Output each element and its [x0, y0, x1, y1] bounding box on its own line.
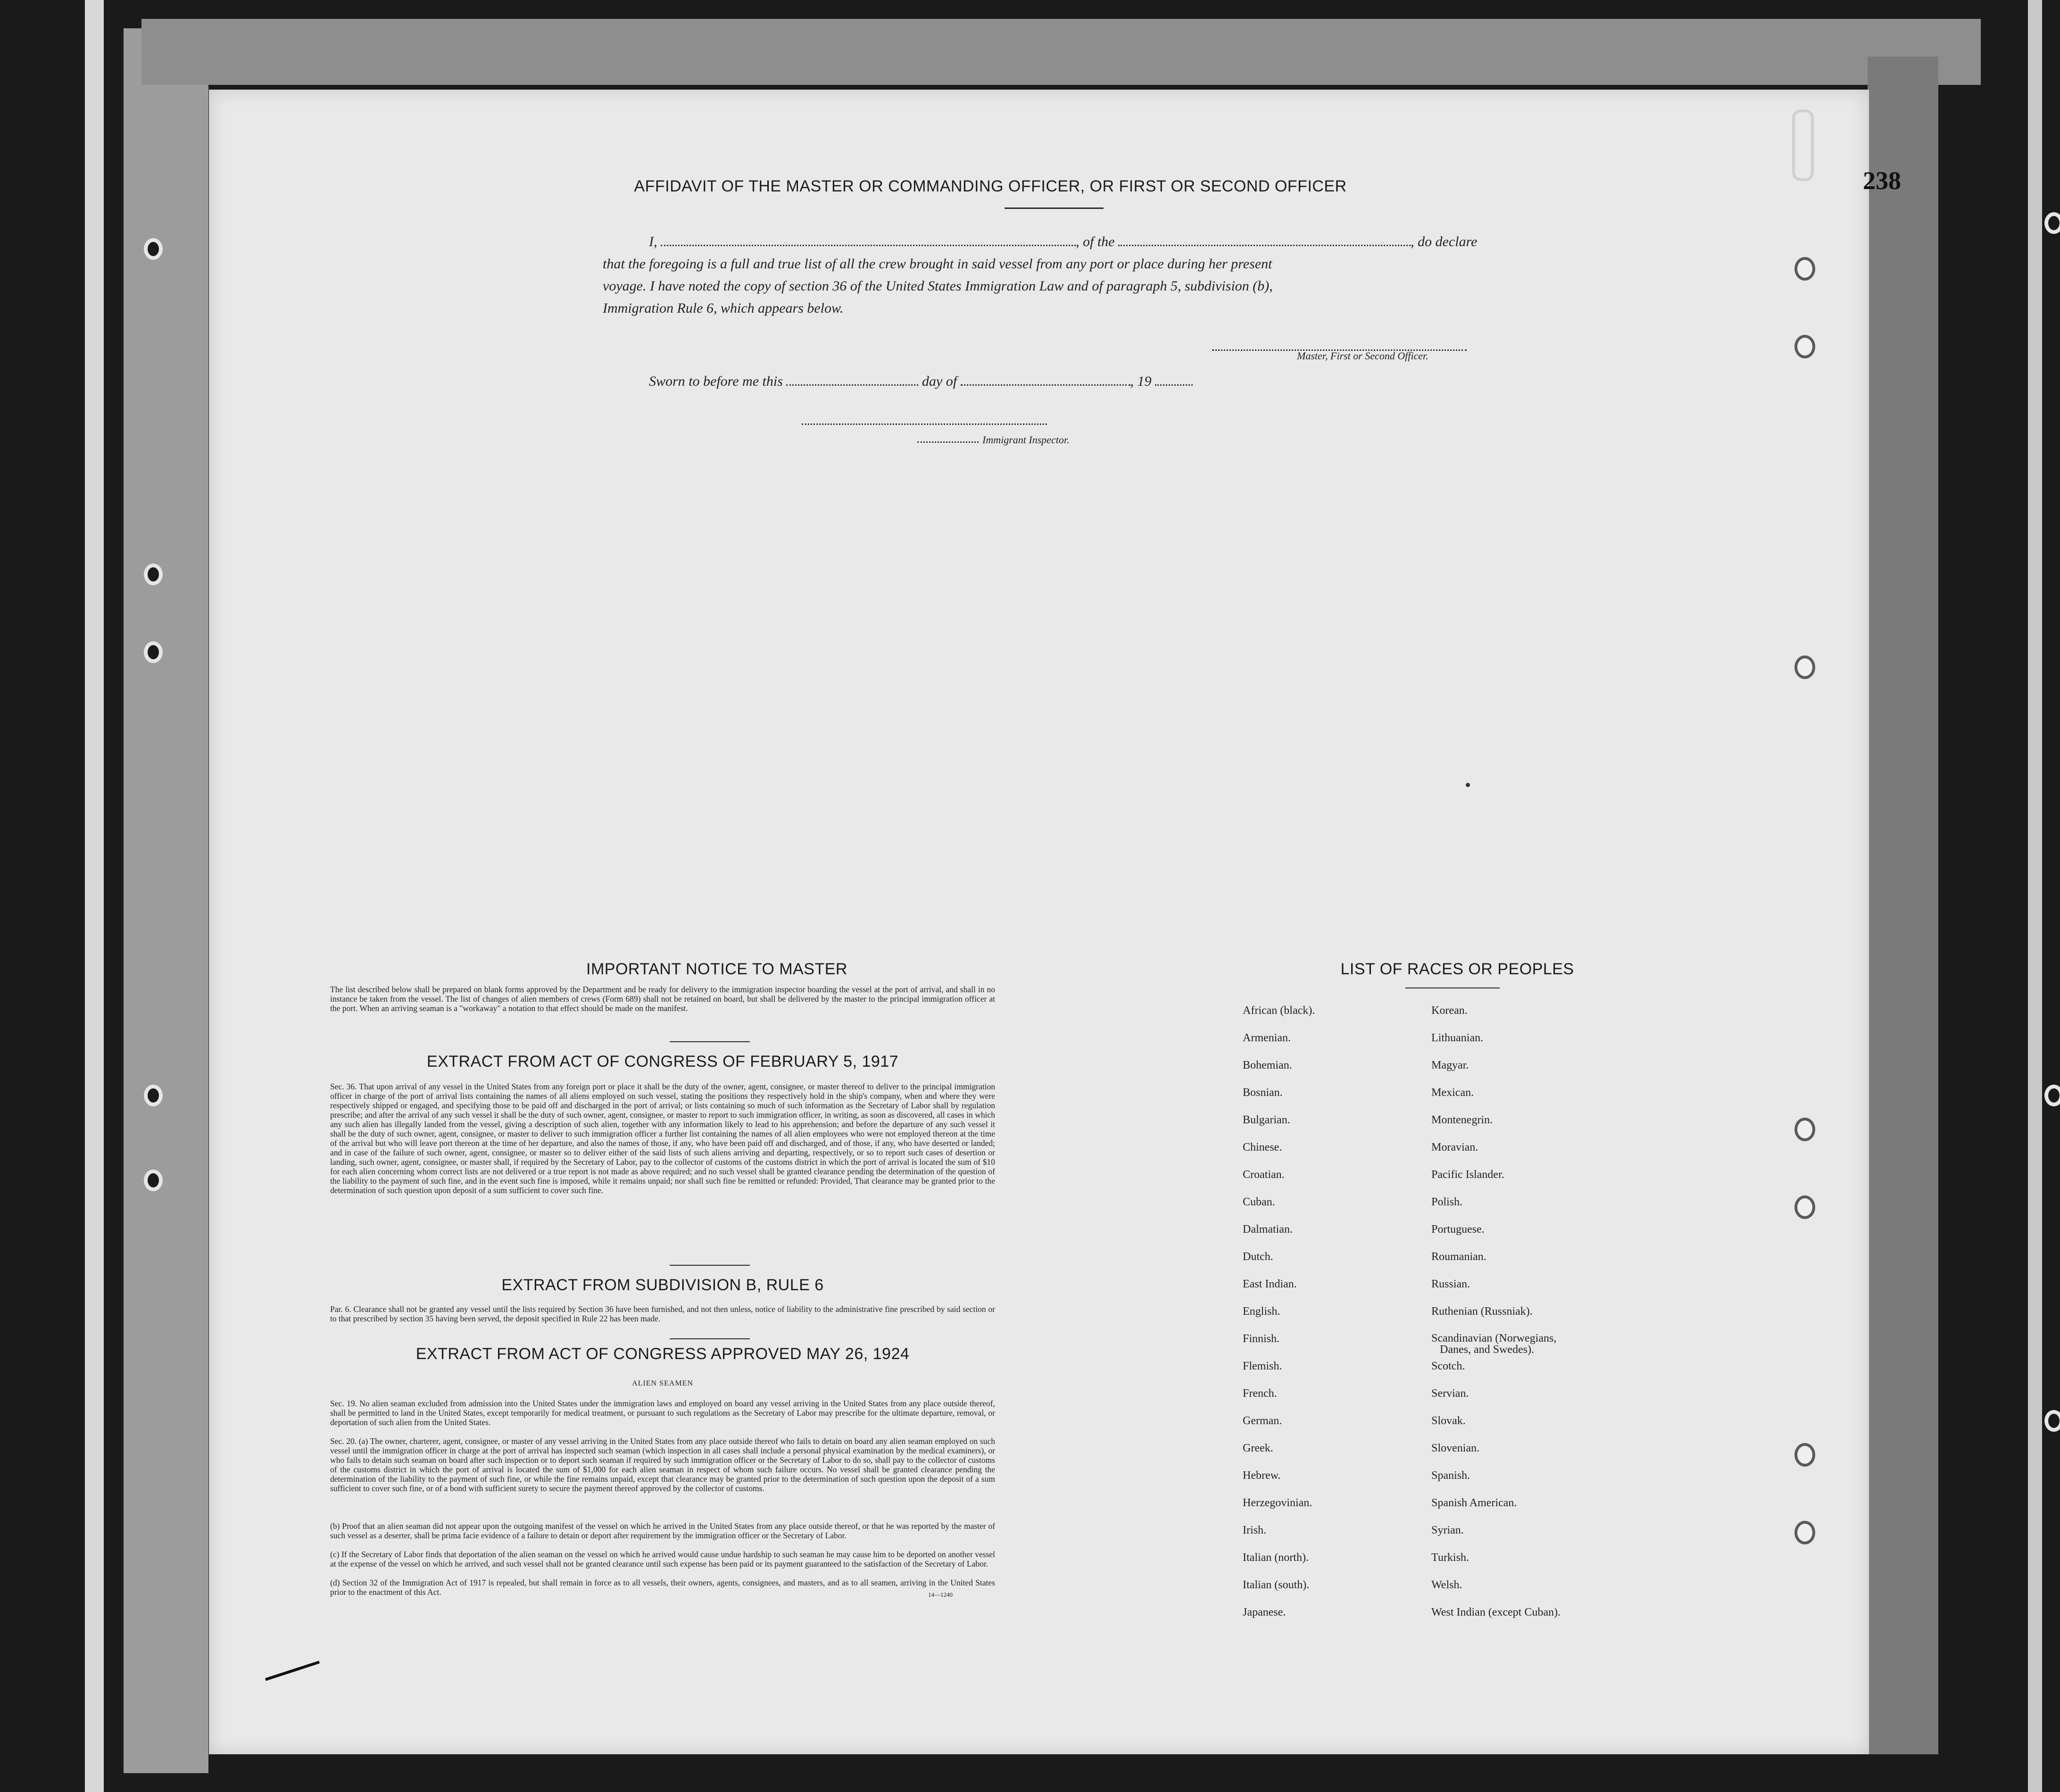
sworn-prefix: Sworn to before me this: [649, 373, 783, 389]
race-item: Pacific Islander.: [1431, 1169, 1504, 1181]
binder-hole: [2044, 212, 2060, 234]
page-punch-hole: [1794, 257, 1815, 281]
race-item: Syrian.: [1431, 1524, 1464, 1536]
race-item: Korean.: [1431, 1004, 1468, 1017]
binder-hole: [2044, 1410, 2060, 1432]
extract-1924-subtitle: ALIEN SEAMEN: [632, 1379, 693, 1387]
race-item: Italian (south).: [1243, 1579, 1310, 1591]
binder-hole: [144, 238, 163, 260]
page-punch-hole: [1794, 1443, 1815, 1467]
races-column-2: [1431, 1004, 1629, 1634]
race-item: Dalmatian.: [1243, 1223, 1293, 1236]
extract-rule6-rule: [670, 1338, 750, 1339]
affidavit-title-rule: [1005, 207, 1104, 209]
affidavit-of-the: , of the: [1076, 234, 1115, 249]
race-item: West Indian (except Cuban).: [1431, 1606, 1561, 1618]
race-item: Herzegovinian.: [1243, 1497, 1312, 1509]
race-item: Roumanian.: [1431, 1251, 1487, 1263]
signature-label: Master, First or Second Officer.: [1297, 350, 1429, 362]
race-item: Ruthenian (Russniak).: [1431, 1305, 1533, 1318]
races-title: LIST OF RACES OR PEOPLES: [1340, 960, 1574, 978]
ink-spot: [1466, 783, 1470, 787]
affidavit-do-declare: , do declare: [1411, 234, 1478, 249]
inspector-label: Immigrant Inspector.: [982, 434, 1070, 446]
affidavit-line-3: voyage. I have noted the copy of section 36 of the United States Immigration Law and of paragraph 5, subdivision (b),: [603, 278, 1273, 294]
master-name-blank: [661, 242, 1076, 246]
page-punch-hole: [1794, 1195, 1815, 1219]
race-item: Japanese.: [1243, 1606, 1286, 1618]
page-punch-hole: [1794, 655, 1815, 679]
binder-hole: [2044, 1085, 2060, 1106]
extract-rule6-body: Par. 6. Clearance shall not be granted any vessel until the lists required by Section 36 have been furnished, and not then unless, notice of liability to the administrative fine prescribed by said section or to that prescribed by section 35 having been served, the deposit specified in Rule 22 has been made.: [330, 1304, 995, 1323]
race-item: Moravian.: [1431, 1141, 1479, 1153]
sworn-month-blank: [961, 382, 1130, 386]
race-item: Servian.: [1431, 1387, 1469, 1400]
inspector-signature-blank: [802, 421, 1047, 425]
race-item: French.: [1243, 1387, 1277, 1400]
race-item: English.: [1243, 1305, 1280, 1318]
races-column-1: [1243, 1004, 1422, 1634]
affidavit-title: AFFIDAVIT OF THE MASTER OR COMMANDING OFFICER, OR FIRST OR SECOND OFFICER: [634, 177, 1347, 195]
race-item: Welsh.: [1431, 1579, 1462, 1591]
affidavit-declaration-line: [649, 234, 1477, 250]
page-punch-hole: [1794, 1521, 1815, 1544]
affidavit-line-2: that the foregoing is a full and true list of all the crew brought in said vessel from any port or place during her present: [603, 256, 1272, 272]
scan-edge-right: [2028, 0, 2042, 1792]
race-item: Turkish.: [1431, 1551, 1469, 1564]
extract-1924-sec20c: (c) If the Secretary of Labor finds that deportation of the alien seaman on the vessel on which he arrived would cause undue hardship to such seaman he may cause him to be deported on another vessel at the expense of the vessel on which he arrived, and such vessel shall not be granted clearance until such expense has been paid or its payment guaranteed to the satisfaction of the Secretary of Labor.: [330, 1550, 995, 1568]
extract-1917-title: EXTRACT FROM ACT OF CONGRESS OF FEBRUARY 5, 1917: [426, 1053, 899, 1070]
notice-title: IMPORTANT NOTICE TO MASTER: [586, 960, 847, 978]
race-item: Irish.: [1243, 1524, 1266, 1536]
extract-1924-title: EXTRACT FROM ACT OF CONGRESS APPROVED MAY 26, 1924: [415, 1345, 910, 1363]
inspector-signature-blank-2: [917, 439, 979, 443]
race-item: East Indian.: [1243, 1278, 1297, 1290]
race-item: Dutch.: [1243, 1251, 1273, 1263]
race-item: Armenian.: [1243, 1032, 1291, 1044]
affidavit-line-4: Immigration Rule 6, which appears below.: [603, 300, 844, 316]
binder-hole: [144, 641, 163, 663]
form-code: 14—1240: [928, 1591, 953, 1598]
race-item-line: Scandinavian (Norwegians,: [1431, 1332, 1557, 1344]
race-item: [1431, 1333, 1629, 1360]
vessel-name-blank: [1118, 242, 1411, 246]
race-item: Hebrew.: [1243, 1469, 1281, 1482]
race-item: Russian.: [1431, 1278, 1470, 1290]
race-item-line: Danes, and Swedes).: [1440, 1344, 1534, 1356]
race-item: Finnish.: [1243, 1333, 1280, 1345]
race-item: Scotch.: [1431, 1360, 1465, 1372]
paper-clip-mark: [1792, 109, 1814, 181]
race-item: Bosnian.: [1243, 1087, 1283, 1099]
binder-backing: [124, 28, 208, 1773]
extract-1924-sec19: Sec. 19. No alien seaman excluded from admission into the United States under the immigration laws and employed on board any vessel arriving in the United States from any place outside thereof, shall be permitted to land in the United States, except temporarily for medical treatment, or pursuant to such regulations as the Secretary of Labor may prescribe for the ultimate departure, removal, or deportation of such alien from the United States.: [330, 1399, 995, 1427]
extract-1924-sec20d: (d) Section 32 of the Immigration Act of 1917 is repealed, but shall remain in force as to all vessels, their owners, agents, consignees, and masters, and as to all seamen, arriving in the United States prior to the enactment of this Act.: [330, 1578, 995, 1597]
sworn-day-of: day of: [922, 373, 957, 389]
race-item: Montenegrin.: [1431, 1114, 1493, 1126]
race-item: Polish.: [1431, 1196, 1463, 1208]
race-item: Greek.: [1243, 1442, 1273, 1454]
race-item: Italian (north).: [1243, 1551, 1309, 1564]
sworn-year: , 19: [1130, 373, 1152, 389]
extract-rule6-title: EXTRACT FROM SUBDIVISION B, RULE 6: [501, 1276, 824, 1294]
race-item: Lithuanian.: [1431, 1032, 1483, 1044]
sworn-line: [649, 373, 1193, 390]
race-item: German.: [1243, 1415, 1282, 1427]
race-item: Slovenian.: [1431, 1442, 1479, 1454]
race-item: Cuban.: [1243, 1196, 1275, 1208]
page-number: 238: [1863, 166, 1901, 195]
sworn-date-blank: [786, 382, 918, 386]
race-item: Spanish.: [1431, 1469, 1470, 1482]
binder-hole: [144, 1085, 163, 1106]
sworn-year-blank: [1155, 382, 1193, 386]
page-punch-hole: [1794, 335, 1815, 358]
extract-1917-body: Sec. 36. That upon arrival of any vessel in the United States from any foreign port or place it shall be the duty of the owner, agent, consignee, or master thereof to deliver to the principal immigration officer in charge of the port of arrival lists containing the names of all aliens employed on such vessel, stating the positions they respectively hold in the ship's company, when and where they were respectively shipped or engaged, and specifying those to be paid off and discharged in the port of arrival; or lists containing so much of such information as the Secretary of Labor shall by regulation prescribe; and after the arrival of any such vessel it shall be the duty of such owner, agent, consignee, or master to report to such immigration officer, in writing, as soon as discovered, all cases in which any such alien has illegally landed from the vessel, giving a description of such alien, together with any information likely to lead to his apprehension; and before the departure of any such vessel it shall be the duty of such owner, agent, consignee, or master to deliver to such immigration officer a further list containing the names of all alien employees who were not employed thereon at the time of the arrival but who will leave port thereon at the time of her departure, and also the names of those, if any, who have been paid off and discharged, and of those, if any, who have deserted or landed; and in case of the failure of such owner, agent, consignee, or master so to deliver either of the said lists of such aliens arriving and departing, respectively, or so to report such cases of desertion or landing, such owner, agent, consignee, or master shall, if required by the Secretary of Labor, pay to the collector of customs of the customs district in which the port of arrival is located the sum of $10 for each alien concerning whom correct lists are not delivered or a true report is not made as above required; and no such vessel shall be granted clearance pending the determination of the question of the liability to the payment of such fine, and in the event such fine is imposed, while it remains unpaid; nor shall such fine be remitted or refunded: Provided, That clearance may be granted prior to the determination of such question upon deposit of a sum sufficient to cover such fine.: [330, 1082, 995, 1195]
binder-hole: [144, 1170, 163, 1191]
race-item: Croatian.: [1243, 1169, 1285, 1181]
race-item: Slovak.: [1431, 1415, 1466, 1427]
page-punch-hole: [1794, 1118, 1815, 1141]
race-item: Spanish American.: [1431, 1497, 1517, 1509]
races-title-rule: [1405, 987, 1500, 988]
scan-edge-left: [85, 0, 104, 1792]
binder-band-top: [141, 19, 1981, 85]
notice-body: The list described below shall be prepared on blank forms approved by the Department and be ready for delivery to the immigration inspector boarding the vessel at the port of arrival, and shall in no instance be taken from the vessel. The list of changes of alien members of crews (Form 689) shall not be retained on board, but shall be delivered by the master to the principal immigration officer at the port. When an arriving seaman is a "workaway" a notation to that effect should be made on the manifest.: [330, 985, 995, 1013]
binder-band-right: [1868, 57, 1938, 1754]
race-item: Bulgarian.: [1243, 1114, 1290, 1126]
race-item: Portuguese.: [1431, 1223, 1485, 1236]
notice-rule: [670, 1041, 750, 1042]
extract-1924-sec20a: Sec. 20. (a) The owner, charterer, agent, consignee, or master of any vessel arriving in the United States from any place outside thereof who fails to detain on board any alien seaman employed on such vessel until the immigration officer in charge at the port of arrival has inspected such seaman (which inspection in all cases shall include a personal physical examination by the medical examiners), or who fails to detain such seaman on board after such inspection or to deport such seaman if required by such immigration officer or the Secretary of Labor to do so, shall pay to the collector of customs of the customs district in which the port of arrival is located the sum of $1,000 for each alien seaman in respect of whom such failure occurs. No vessel shall be granted clearance pending the determination of the liability to the payment of such fine, or while the fine remains unpaid, except that clearance may be granted prior to the determination of such question upon the deposit of a sum sufficient to cover such fine, or of a bond with sufficient surety to secure the payment thereof approved by the collector of customs.: [330, 1436, 995, 1493]
extract-1917-rule: [670, 1265, 750, 1266]
race-item: Flemish.: [1243, 1360, 1282, 1372]
race-item: Mexican.: [1431, 1087, 1474, 1099]
race-item: African (black).: [1243, 1004, 1315, 1017]
binder-hole: [144, 564, 163, 585]
race-item: Chinese.: [1243, 1141, 1282, 1153]
extract-1924-sec20b: (b) Proof that an alien seaman did not appear upon the outgoing manifest of the vessel on which he arrived in the United States from any place outside thereof, or that he was reported by the master of such vessel as a deserter, shall be prima facie evidence of a failure to detain or deport after requirement by the immigration officer or the Secretary of Labor.: [330, 1521, 995, 1540]
race-item: Magyar.: [1431, 1059, 1469, 1071]
race-item: Bohemian.: [1243, 1059, 1292, 1071]
affidavit-i: I,: [649, 234, 657, 249]
